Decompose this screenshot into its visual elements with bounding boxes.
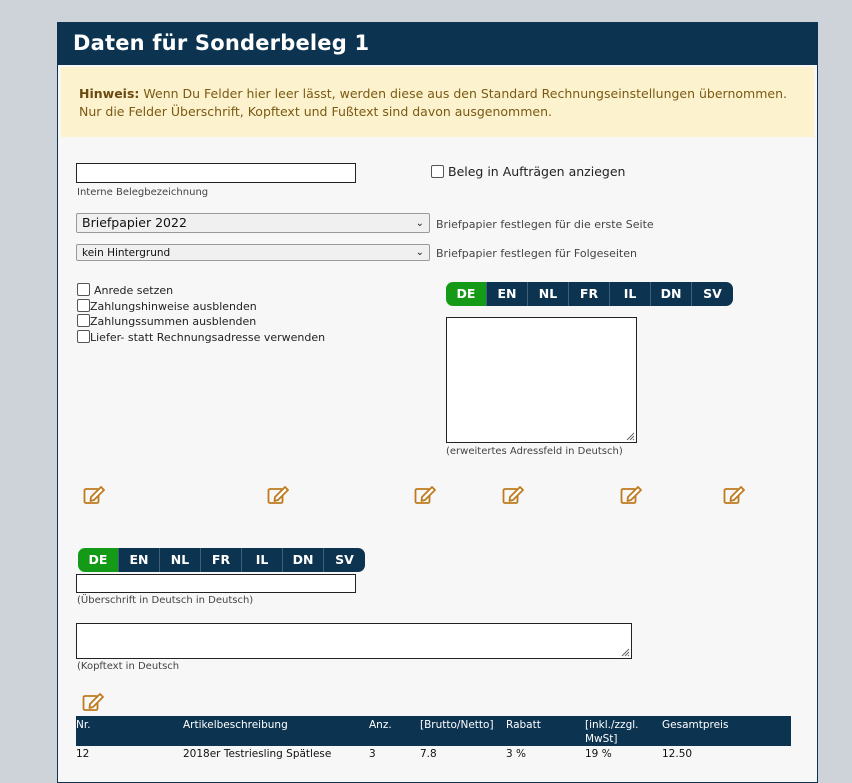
tab-dn[interactable]: DN <box>283 548 324 572</box>
col-tax-line2: MwSt] <box>585 733 618 745</box>
header-text-textarea[interactable] <box>76 623 632 659</box>
col-discount: Rabatt <box>506 719 541 731</box>
letterhead-first-select[interactable] <box>76 213 430 233</box>
hide-payment-notes-label: Zahlungshinweise ausblenden <box>90 300 257 313</box>
delivery-address-checkbox[interactable] <box>77 330 90 343</box>
row-tax: 19 % <box>585 748 612 760</box>
col-gross-net: [Brutto/Netto] <box>420 719 494 731</box>
letterhead-first-value: Briefpapier 2022 <box>82 215 187 230</box>
resize-grip-icon[interactable] <box>620 647 630 657</box>
tab-de[interactable]: DE <box>446 282 487 306</box>
col-quantity: Anz. <box>369 719 392 731</box>
salutation-label: Anrede setzen <box>94 284 174 297</box>
salutation-checkbox[interactable] <box>77 283 90 296</box>
tab-nl[interactable]: NL <box>160 548 201 572</box>
row-total: 12.50 <box>662 748 693 760</box>
heading-language-tabs <box>78 548 365 572</box>
tab-sv[interactable]: SV <box>324 548 365 572</box>
edit-icon[interactable] <box>267 485 289 505</box>
internal-name-label: Interne Belegbezeichnung <box>77 187 209 198</box>
extended-address-textarea[interactable] <box>446 317 637 443</box>
row-quantity: 3 <box>369 748 376 760</box>
resize-grip-icon[interactable] <box>625 431 635 441</box>
row-price: 7.8 <box>420 748 437 760</box>
letterhead-next-value: kein Hintergrund <box>82 247 171 259</box>
heading-label: (Überschrift in Deutsch in Deutsch) <box>77 595 254 606</box>
page-title: Daten für Sonderbeleg 1 <box>73 31 370 55</box>
edit-icon[interactable] <box>82 692 104 712</box>
header-text-label: (Kopftext in Deutsch <box>77 661 180 672</box>
chevron-down-icon: ⌄ <box>415 218 424 229</box>
notice-box <box>61 67 814 137</box>
col-tax-line1: [inkl./zzgl. <box>585 719 639 731</box>
edit-icon[interactable] <box>723 485 745 505</box>
letterhead-next-label: Briefpapier festlegen für Folgeseiten <box>436 247 637 260</box>
tab-il[interactable]: IL <box>242 548 283 572</box>
notice-label: Hinweis: <box>79 86 140 101</box>
row-description: 2018er Testriesling Spätlese <box>183 748 332 760</box>
tab-en[interactable]: EN <box>487 282 528 306</box>
tab-fr[interactable]: FR <box>201 548 242 572</box>
heading-input[interactable] <box>76 574 356 593</box>
show-in-orders-label: Beleg in Aufträgen anziegen <box>448 164 626 179</box>
col-nr: Nr. <box>76 719 91 731</box>
hide-payment-totals-label: Zahlungssummen ausblenden <box>90 315 257 328</box>
edit-icon[interactable] <box>502 485 524 505</box>
tab-en[interactable]: EN <box>119 548 160 572</box>
tab-il[interactable]: IL <box>610 282 651 306</box>
tab-fr[interactable]: FR <box>569 282 610 306</box>
tab-dn[interactable]: DN <box>651 282 692 306</box>
col-description: Artikelbeschreibung <box>183 719 288 731</box>
hide-payment-totals-checkbox[interactable] <box>77 314 90 327</box>
items-table-header <box>76 716 791 746</box>
notice-text-line1: Wenn Du Felder hier leer lässt, werden diese aus den Standard Rechnungseinstellungen übernommen. <box>143 86 787 101</box>
panel-header <box>58 22 817 65</box>
internal-name-input[interactable] <box>76 163 356 183</box>
delivery-address-label: Liefer- statt Rechnungsadresse verwenden <box>90 331 326 344</box>
edit-icon[interactable] <box>620 485 642 505</box>
tab-de[interactable]: DE <box>78 548 119 572</box>
row-discount: 3 % <box>506 748 526 760</box>
hide-payment-notes-checkbox[interactable] <box>77 299 90 312</box>
col-total: Gesamtpreis <box>662 719 729 731</box>
document-settings-panel <box>57 22 818 783</box>
notice-text-line2: Nur die Felder Überschrift, Kopftext und Fußtext sind davon ausgenommen. <box>79 104 552 119</box>
show-in-orders-checkbox[interactable] <box>431 165 444 178</box>
tab-nl[interactable]: NL <box>528 282 569 306</box>
row-nr: 12 <box>76 748 90 760</box>
chevron-down-icon: ⌄ <box>415 247 424 258</box>
tab-sv[interactable]: SV <box>692 282 733 306</box>
letterhead-next-select[interactable] <box>76 244 430 261</box>
address-language-tabs <box>446 282 733 306</box>
edit-icon[interactable] <box>414 485 436 505</box>
edit-icon[interactable] <box>83 485 105 505</box>
extended-address-label: (erweitertes Adressfeld in Deutsch) <box>446 446 623 457</box>
letterhead-first-label: Briefpapier festlegen für die erste Seite <box>436 218 654 231</box>
